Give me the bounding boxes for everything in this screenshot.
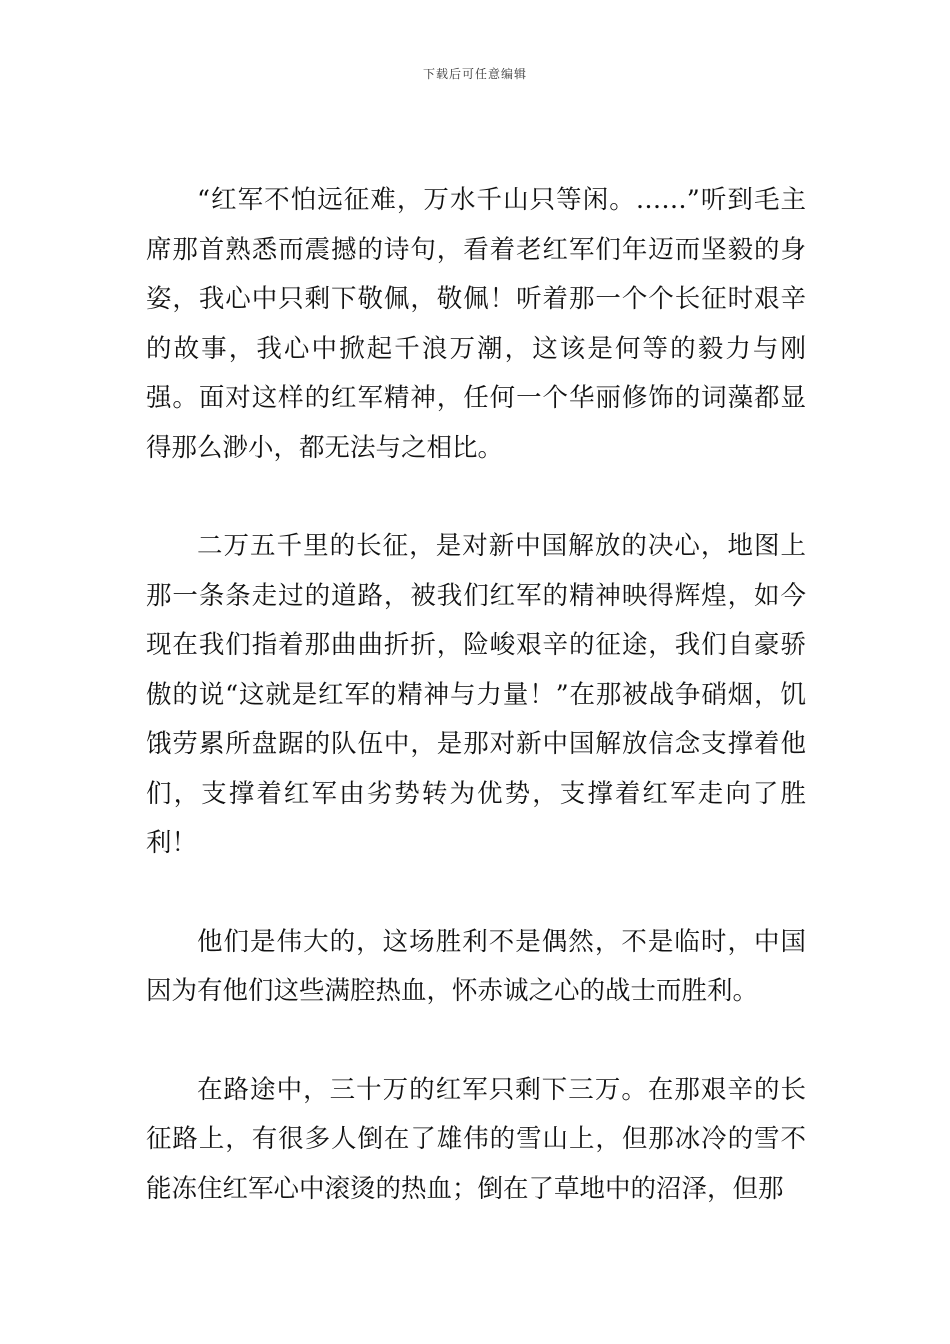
paragraph: “红军不怕远征难，万水千山只等闲。……”听到毛主席那首熟悉而震撼的诗句，看着老红军们年迈而坚毅的身姿，我心中只剩下敬佩，敬佩！听着那一个个长征时艰辛的故事，我心中掀起千浪万潮，这该是何等的毅力与刚强。面对这样的红军精神，任何一个华丽修饰的词藻都显得那么渺小，都无法与之相比。	[146, 185, 806, 463]
paragraph: 在路途中，三十万的红军只剩下三万。在那艰辛的长征路上，有很多人倒在了雄伟的雪山上，但那冰冷的雪不能冻住红军心中滚烫的热血；倒在了草地中的沼泽，但那	[146, 1074, 806, 1204]
paragraph: 二万五千里的长征，是对新中国解放的决心，地图上那一条条走过的道路，被我们红军的精神映得辉煌，如今现在我们指着那曲曲折折，险峻艰辛的征途，我们自豪骄傲的说“这就是红军的精神与力量！”在那被战争硝烟，饥饿劳累所盘踞的队伍中，是那对新中国解放信念支撑着他们，支撑着红军由劣势转为优势，支撑着红军走向了胜利！	[146, 531, 806, 858]
page-header: 下载后可任意编辑	[422, 67, 527, 81]
document-body	[146, 176, 806, 1214]
paragraph: 他们是伟大的，这场胜利不是偶然，不是临时，中国因为有他们这些满腔热血，怀赤诚之心的战士而胜利。	[146, 926, 806, 1006]
